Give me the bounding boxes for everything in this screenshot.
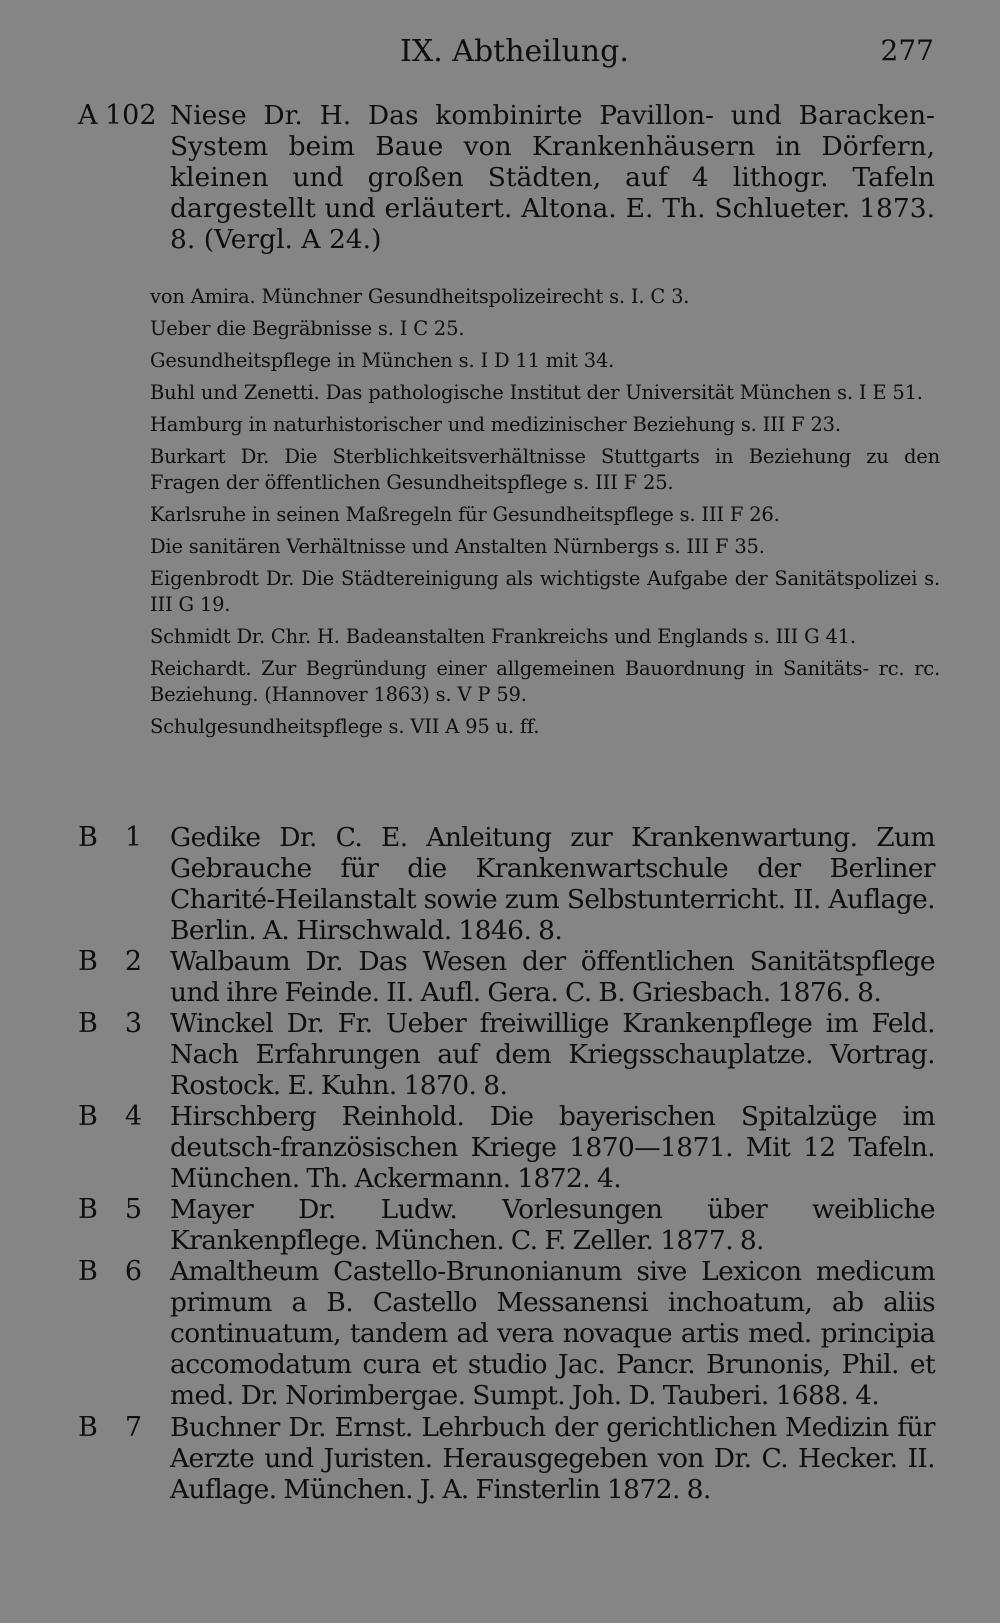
cross-ref: von Amira. Münchner Gesundheitspolizeirecht s. I. C 3. bbox=[150, 285, 690, 308]
entry-number: 6 bbox=[124, 1256, 142, 1287]
cross-ref: Eigenbrodt Dr. Die Städtereinigung als wichtigste Aufgabe der Sanitätspolizei s. III G 19. bbox=[150, 567, 940, 616]
page-number: 277 bbox=[880, 34, 934, 67]
cross-ref: Schulgesundheitspflege s. VII A 95 u. ff. bbox=[150, 715, 540, 738]
entry-label: B bbox=[78, 1101, 98, 1132]
entry-text: Hirschberg Reinhold. Die bayerischen Spitalzüge im deutsch-französischen Kriege 1870—1871. Mit 12 Tafeln. München. Th. Ackermann. 1872. 4. bbox=[170, 1101, 935, 1194]
entry-label: B bbox=[78, 946, 98, 977]
entry-label: B bbox=[78, 822, 98, 853]
entry-text: Walbaum Dr. Das Wesen der öffentlichen Sanitätspflege und ihre Feinde. II. Aufl. Gera. C. B. Griesbach. 1876. 8. bbox=[170, 946, 935, 1008]
entry-text: Winckel Dr. Fr. Ueber freiwillige Krankenpflege im Feld. Nach Erfahrungen auf dem Kriegsschauplatze. Vortrag. Rostock. E. Kuhn. 1870. 8. bbox=[170, 1008, 935, 1101]
entry-label: B bbox=[78, 1194, 98, 1225]
entry-text: Niese Dr. H. Das kombinirte Pavillon- und Baracken-System beim Baue von Krankenhäusern in Dörfern, kleinen und großen Städten, auf 4 lithogr. Tafeln dargestellt und erläutert. Altona. E. Th. Schlueter. 1873. 8. (Vergl. A 24.) bbox=[170, 100, 935, 255]
entry-label: B bbox=[78, 1008, 98, 1039]
entry-number: 5 bbox=[124, 1194, 142, 1225]
cross-ref: Schmidt Dr. Chr. H. Badeanstalten Frankreichs und Englands s. III G 41. bbox=[150, 625, 856, 648]
cross-ref: Die sanitären Verhältnisse und Anstalten Nürnbergs s. III F 35. bbox=[150, 535, 765, 558]
entry-number: 102 bbox=[105, 100, 157, 131]
cross-ref: Ueber die Begräbnisse s. I C 25. bbox=[150, 317, 465, 340]
entry-label: A bbox=[78, 100, 98, 131]
entry-text: Mayer Dr. Ludw. Vorlesungen über weibliche Krankenpflege. München. C. F. Zeller. 1877. 8. bbox=[170, 1194, 935, 1256]
cross-ref: Hamburg in naturhistorischer und medizinischer Beziehung s. III F 23. bbox=[150, 413, 841, 436]
entry-label: B bbox=[78, 1256, 98, 1287]
entry-text: Gedike Dr. C. E. Anleitung zur Krankenwartung. Zum Gebrauche für die Krankenwartschule der Berliner Charité-Heilanstalt sowie zum Selbstunterricht. II. Auflage. Berlin. A. Hirschwald. 1846. 8. bbox=[170, 822, 935, 946]
entry-text: Buchner Dr. Ernst. Lehrbuch der gerichtlichen Medizin für Aerzte und Juristen. Herausgegeben von Dr. C. Hecker. II. Auflage. München. J. A. Finsterlin 1872. 8. bbox=[170, 1412, 935, 1505]
entry-number: 1 bbox=[124, 822, 142, 853]
cross-ref: Buhl und Zenetti. Das pathologische Institut der Universität München s. I E 51. bbox=[150, 381, 923, 404]
cross-reference-list bbox=[150, 284, 940, 746]
entry-number: 3 bbox=[124, 1008, 142, 1039]
entry-number: 2 bbox=[124, 946, 142, 977]
cross-ref: Burkart Dr. Die Sterblichkeitsverhältnisse Stuttgarts in Beziehung zu den Fragen der öffentlichen Gesundheitspflege s. III F 25. bbox=[150, 445, 940, 494]
cross-ref: Gesundheitspflege in München s. I D 11 mit 34. bbox=[150, 349, 615, 372]
entry-number: 7 bbox=[124, 1412, 142, 1443]
running-header bbox=[0, 34, 1000, 84]
section-title: IX. Abtheilung. bbox=[400, 34, 629, 69]
cross-ref: Karlsruhe in seinen Maßregeln für Gesundheitspflege s. III F 26. bbox=[150, 503, 780, 526]
entry-number: 4 bbox=[124, 1101, 142, 1132]
entry-text: Amaltheum Castello-Brunonianum sive Lexicon medicum primum a B. Castello Messanensi inchoatum, ab aliis continuatum, tandem ad vera novaque artis med. principia accomodatum cura et studio Jac. Pancr. Brunonis, Phil. et med. Dr. Norimbergae. Sumpt. Joh. D. Tauberi. 1688. 4. bbox=[170, 1256, 935, 1411]
cross-ref: Reichardt. Zur Begründung einer allgemeinen Bauordnung in Sanitäts- rc. rc. Beziehung. (Hannover 1863) s. V P 59. bbox=[150, 657, 940, 706]
entry-label: B bbox=[78, 1412, 98, 1443]
